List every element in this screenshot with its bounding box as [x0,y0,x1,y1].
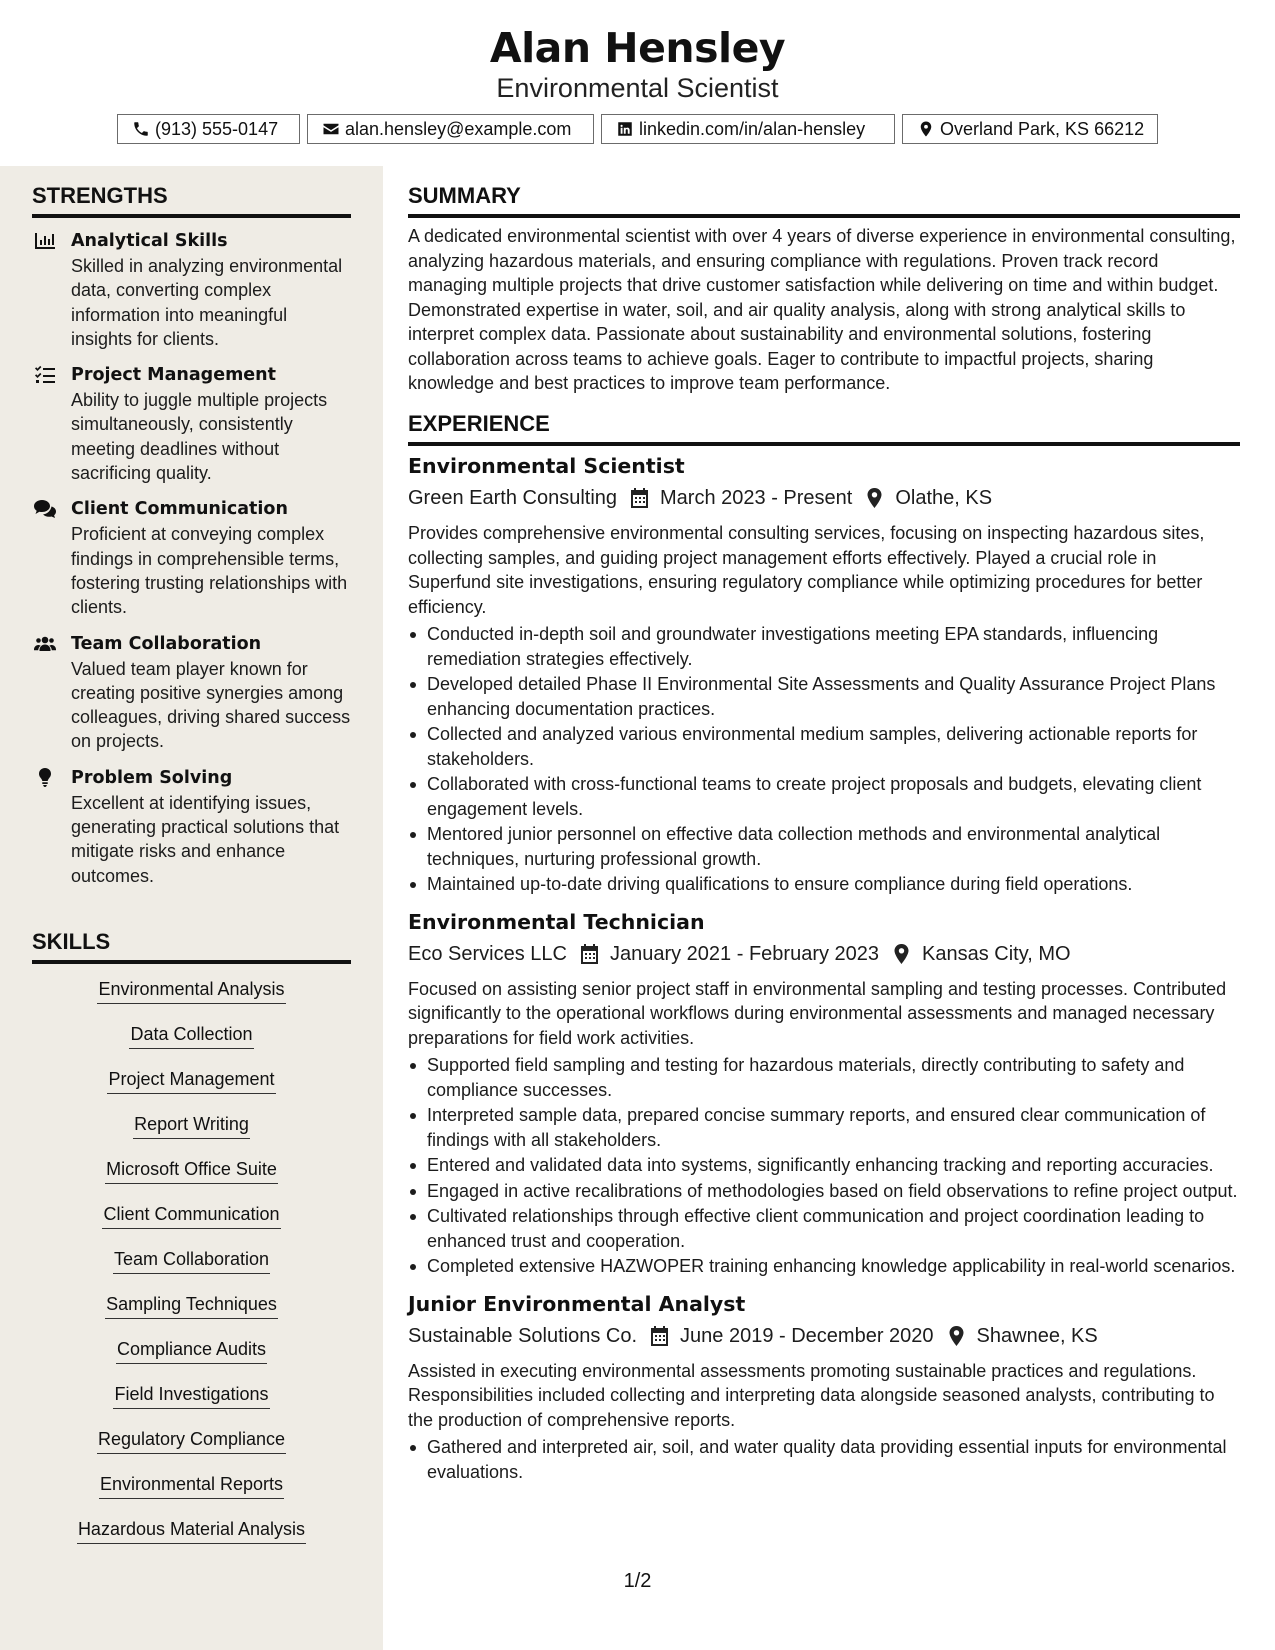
strength-item [32,228,351,351]
job-company: Eco Services LLC [408,942,567,965]
job-location: Shawnee, KS [976,1324,1098,1347]
job-bullet: Gathered and interpreted air, soil, and water quality data providing essential inputs for environmental evaluations. [408,1435,1240,1484]
contact-linkedin[interactable] [601,114,895,144]
job-bullet: Collected and analyzed various environmental medium samples, delivering actionable reports for stakeholders. [408,722,1240,771]
strength-desc: Valued team player known for creating positive synergies among colleagues, driving shared success on projects. [71,658,351,752]
strength-item [32,631,351,754]
job-bullet: Cultivated relationships through effective client communication and project coordination leading to enhanced trust and cooperation. [408,1204,1240,1253]
job-dates: June 2019 - December 2020 [680,1324,934,1347]
skills-list [32,977,351,1562]
job-meta [408,483,1240,513]
skill-tag: Sampling Techniques [105,1292,278,1319]
job-bullets [408,1435,1240,1484]
strength-title: Team Collaboration [71,633,262,654]
strength-title: Project Management [71,365,276,386]
calendar-icon [631,488,648,508]
strength-item [32,496,351,619]
map-pin-icon [917,120,935,138]
skill-tag: Client Communication [102,1202,280,1229]
phone-text: (913) 555-0147 [155,118,279,139]
strength-title: Client Communication [71,499,288,520]
job-meta [408,1321,1240,1351]
skill-tag: Field Investigations [113,1382,269,1409]
envelope-icon [322,120,340,138]
job-description: Focused on assisting senior project staff in environmental sampling and testing processes. Contributed significantly to the operational workflows during environmental assessments and managed necessary preparations for field work activities. [408,978,1227,1048]
strength-desc: Excellent at identifying issues, generating practical solutions that mitigate risks and enhance outcomes. [71,792,340,886]
skill-tag: Regulatory Compliance [97,1427,286,1454]
contact-email[interactable] [307,114,594,144]
skill-tag: Compliance Audits [116,1337,267,1364]
job-location: Olathe, KS [895,487,993,509]
candidate-title: Environmental Scientist [496,73,779,103]
summary-text: A dedicated environmental scientist with over 4 years of diverse experience in environmental consulting, analyzing hazardous materials, and ensuring compliance with regulations. Proven track record managing multiple projects that drive customer satisfaction while delivering on time and within budget. Demonstrated expertise in water, soil, and air quality analysis, along with strong analytical skills to interpret complex data. Passionate about sustainability and environmental solutions, fostering collaboration across teams to achieve goals. Eager to contribute to impactful projects, sharing knowledge and best practices to improve team performance. [408,226,1236,393]
skill-tag: Microsoft Office Suite [105,1157,278,1184]
job-title: Junior Environmental Analyst [408,1291,746,1316]
skill-tag: Data Collection [129,1022,253,1049]
job-description: Provides comprehensive environmental consulting services, focusing on inspecting hazardous sites, collecting samples, and guiding project management efforts effectively. Played a crucial role in Superfund site investigations, ensuring regulatory compliance while optimizing procedures for better efficiency. [408,523,1205,617]
linkedin-text: linkedin.com/in/alan-hensley [639,118,866,139]
job-bullet: Conducted in-depth soil and groundwater investigations meeting EPA standards, influencing remediation strategies effectively. [408,622,1240,671]
page-number: 1/2 [623,1570,652,1592]
job-entry [408,908,1240,1279]
summary-heading: SUMMARY [408,181,1240,218]
phone-icon [132,120,150,138]
experience-heading: EXPERIENCE [408,409,1240,446]
calendar-icon [581,944,598,964]
summary-section [408,181,1240,396]
resume-header [0,20,1275,104]
job-bullet: Interpreted sample data, prepared concise summary reports, and ensured clear communication of findings with all stakeholders. [408,1103,1240,1152]
job-bullet: Engaged in active recalibrations of methodologies based on field observations to refine project output. [408,1179,1240,1204]
job-bullet: Mentored junior personnel on effective data collection methods and environmental analytical techniques, nurturing professional growth. [408,822,1240,871]
calendar-icon [651,1326,668,1346]
lightbulb-icon [34,768,56,788]
chart-bar-icon [34,231,56,251]
comments-icon [34,499,56,519]
skills-heading: SKILLS [32,927,351,964]
job-title: Environmental Technician [408,909,705,934]
job-dates: January 2021 - February 2023 [609,942,880,965]
map-pin-icon [866,488,883,508]
strength-item [32,362,351,485]
job-bullet: Completed extensive HAZWOPER training enhancing knowledge applicability in real-world scenarios. [408,1254,1240,1279]
job-bullet: Collaborated with cross-functional teams to create project proposals and budgets, elevating client engagement levels. [408,772,1240,821]
skill-tag: Environmental Reports [99,1472,284,1499]
job-meta [408,939,1240,969]
contact-phone[interactable] [117,114,300,144]
strength-title: Analytical Skills [71,231,228,251]
skill-tag: Team Collaboration [113,1247,270,1274]
job-title: Environmental Scientist [408,454,685,478]
strengths-heading: STRENGTHS [32,181,351,218]
skill-tag: Project Management [107,1067,275,1094]
job-bullets [408,622,1240,897]
strengths-section [32,181,351,888]
job-bullet: Entered and validated data into systems, significantly enhancing tracking and reporting accuracies. [408,1153,1240,1178]
strength-desc: Skilled in analyzing environmental data, converting complex information into meaningful insights for clients. [71,256,343,349]
skill-tag: Report Writing [133,1112,250,1139]
strength-item [32,765,351,888]
task-list-icon [34,365,56,385]
skill-tag: Environmental Analysis [97,977,285,1004]
location-text: Overland Park, KS 66212 [940,118,1145,139]
job-company: Sustainable Solutions Co. [408,1324,638,1347]
users-icon [34,634,56,654]
experience-section [408,409,1240,1485]
linkedin-icon [616,120,634,138]
job-bullet: Maintained up-to-date driving qualifications to ensure compliance during field operations. [408,872,1240,897]
job-dates: March 2023 - Present [660,487,853,509]
job-bullet: Supported field sampling and testing for hazardous materials, directly contributing to safety and compliance successes. [408,1053,1240,1102]
skills-section [32,927,351,1562]
job-company: Green Earth Consulting [408,487,618,509]
map-pin-icon [893,944,910,964]
email-text: alan.hensley@example.com [345,118,572,139]
job-bullet: Developed detailed Phase II Environmental Site Assessments and Quality Assurance Project Plans enhancing documentation practices. [408,672,1240,721]
strength-title: Problem Solving [71,767,233,788]
job-entry [408,452,1240,897]
job-entry [408,1290,1240,1485]
job-bullets [408,1053,1240,1279]
job-description: Assisted in executing environmental assessments promoting sustainable practices and regulations. Responsibilities included collecting and interpreting data alongside seasoned analysts, contributing to the production of comprehensive reports. [408,1360,1215,1430]
job-location: Kansas City, MO [922,942,1071,965]
strength-desc: Ability to juggle multiple projects simultaneously, consistently meeting deadlines without sacrificing quality. [71,390,328,484]
strength-desc: Proficient at conveying complex findings in comprehensible terms, fostering trusting relationships with clients. [71,524,348,618]
candidate-name: Alan Hensley [489,24,786,72]
contact-bar [0,114,1275,144]
map-pin-icon [948,1326,965,1346]
contact-location [902,114,1158,144]
skill-tag: Hazardous Material Analysis [77,1517,306,1544]
